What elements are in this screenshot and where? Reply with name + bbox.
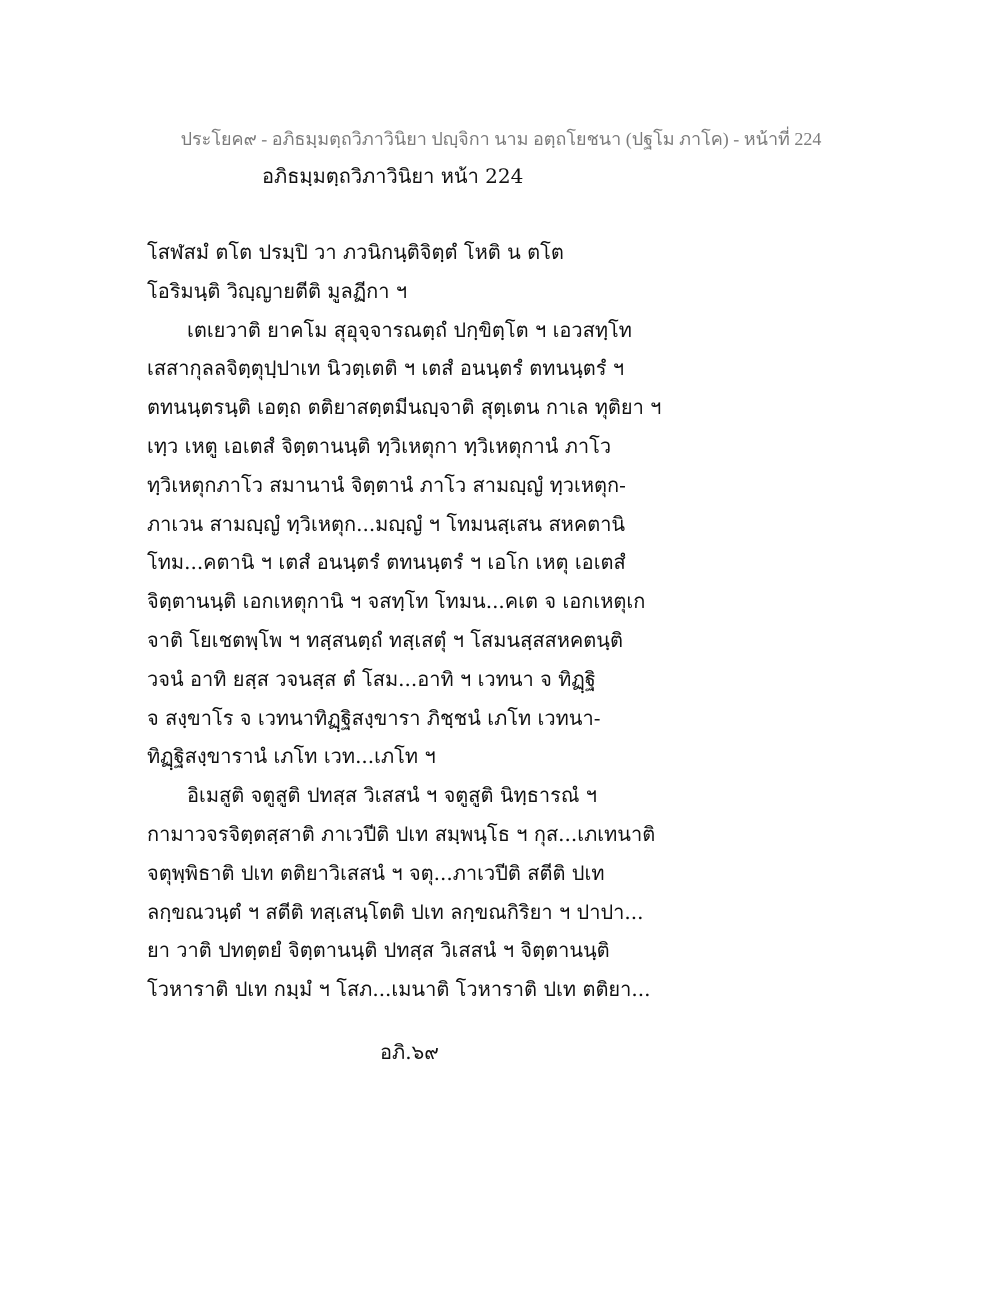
- text-line: ทิฏฺฐิสงฺขารานํ เภโท เวท...เภโท ฯ: [147, 744, 436, 769]
- text-line: โอริมนฺติ วิญฺญายตีติ มูลฏีกา ฯ: [147, 278, 408, 303]
- text-line: จาติ โยเชตพฺโพ ฯ ทสฺสนตฺถํ ทสฺเสตุํ ฯ โสมนสฺสสหคตนฺติ: [147, 627, 623, 652]
- text-line: ตทนนฺตรนฺติ เอตฺถ ตติยาสตฺตมีนญฺจาติ สุตฺเตน กาเล ทุติยา ฯ: [147, 395, 662, 420]
- page-heading: อภิธมฺมตฺถวิภาวินิยา หน้า 224: [262, 164, 524, 188]
- text-line: โสฬสมํ ตโต ปรมฺปิ วา ภวนิกนฺติจิตฺตํ โหติ น ตโต: [147, 240, 564, 264]
- text-line: จตุพฺพิธาติ ปเท ตติยาวิเสสนํ ฯ จตุ...ภาเวปีติ สตีติ ปเท: [147, 860, 605, 885]
- text-line: กามาวจรจิตฺตสฺสาติ ภาเวปีติ ปเท สมฺพนฺโธ ฯ กุส...เภเทนาติ: [147, 821, 656, 846]
- text-line: ลกฺขณวนฺตํ ฯ สตีติ ทสฺเสนฺโตติ ปเท ลกฺขณกิริยา ฯ ปาปา...: [147, 899, 644, 924]
- page-footer: อภิ.๖๙: [380, 1040, 439, 1064]
- text-line: ยา วาติ ปทตฺตยํ จิตฺตานนฺติ ปทสฺส วิเสสนํ ฯ จิตฺตานนฺติ: [147, 938, 610, 963]
- text-line: จิตฺตานนฺติ เอกเหตุกานิ ฯ จสทฺโท โทมน...คเต จ เอกเหตุเก: [147, 589, 646, 614]
- text-line: ทฺวิเหตุกภาโว สมานานํ จิตฺตานํ ภาโว สามญฺญํ ทฺวเหตุก-: [147, 472, 626, 497]
- text-line: ภาเวน สามญฺญํ ทฺวิเหตุก...มญฺญํ ฯ โทมนสฺเสน สหคตานิ: [147, 511, 626, 536]
- text-line: วจนํ อาทิ ยสฺส วจนสฺส ตํ โสม...อาทิ ฯ เวทนา จ ทิฏฺฐิ: [147, 666, 596, 691]
- text-line: เทฺว เหตู เอเตสํ จิตฺตานนฺติ ทฺวิเหตุกา ทฺวิเหตุกานํ ภาโว: [147, 433, 612, 458]
- text-line: โวหาราติ ปเท กมฺมํ ฯ โสภ...เมนาติ โวหาราติ ปเท ตติยา...: [147, 977, 651, 1002]
- text-line: อิเมสูติ จตูสูติ ปทสฺส วิเสสนํ ฯ จตูสูติ นิทฺธารณํ ฯ: [187, 783, 598, 808]
- text-line: โทม...คตานิ ฯ เตสํ อนนฺตรํ ตทนนฺตรํ ฯ เอโก เหตุ เอเตสํ: [147, 550, 626, 575]
- body-text: [147, 233, 707, 1009]
- text-line: จ สงฺขาโร จ เวทนาทิฏฺฐิสงฺขารา ภิชฺชนํ เภโท เวทนา-: [147, 705, 601, 730]
- text-line: เสสากุลลจิตฺตุปฺปาเท นิวตฺเตติ ฯ เตสํ อนนฺตรํ ตทนนฺตรํ ฯ: [147, 356, 625, 381]
- running-header: ประโยค๙ - อภิธมฺมตฺถวิภาวินิยา ปญฺจิกา นาม อตฺถโยชนา (ปฐโม ภาโค) - หน้าที่ 224: [180, 129, 822, 149]
- text-line: เตเยวาติ ยาคโม สุอุจฺจารณตฺถํ ปกฺขิตฺโต ฯ เอวสทฺโท: [187, 317, 632, 342]
